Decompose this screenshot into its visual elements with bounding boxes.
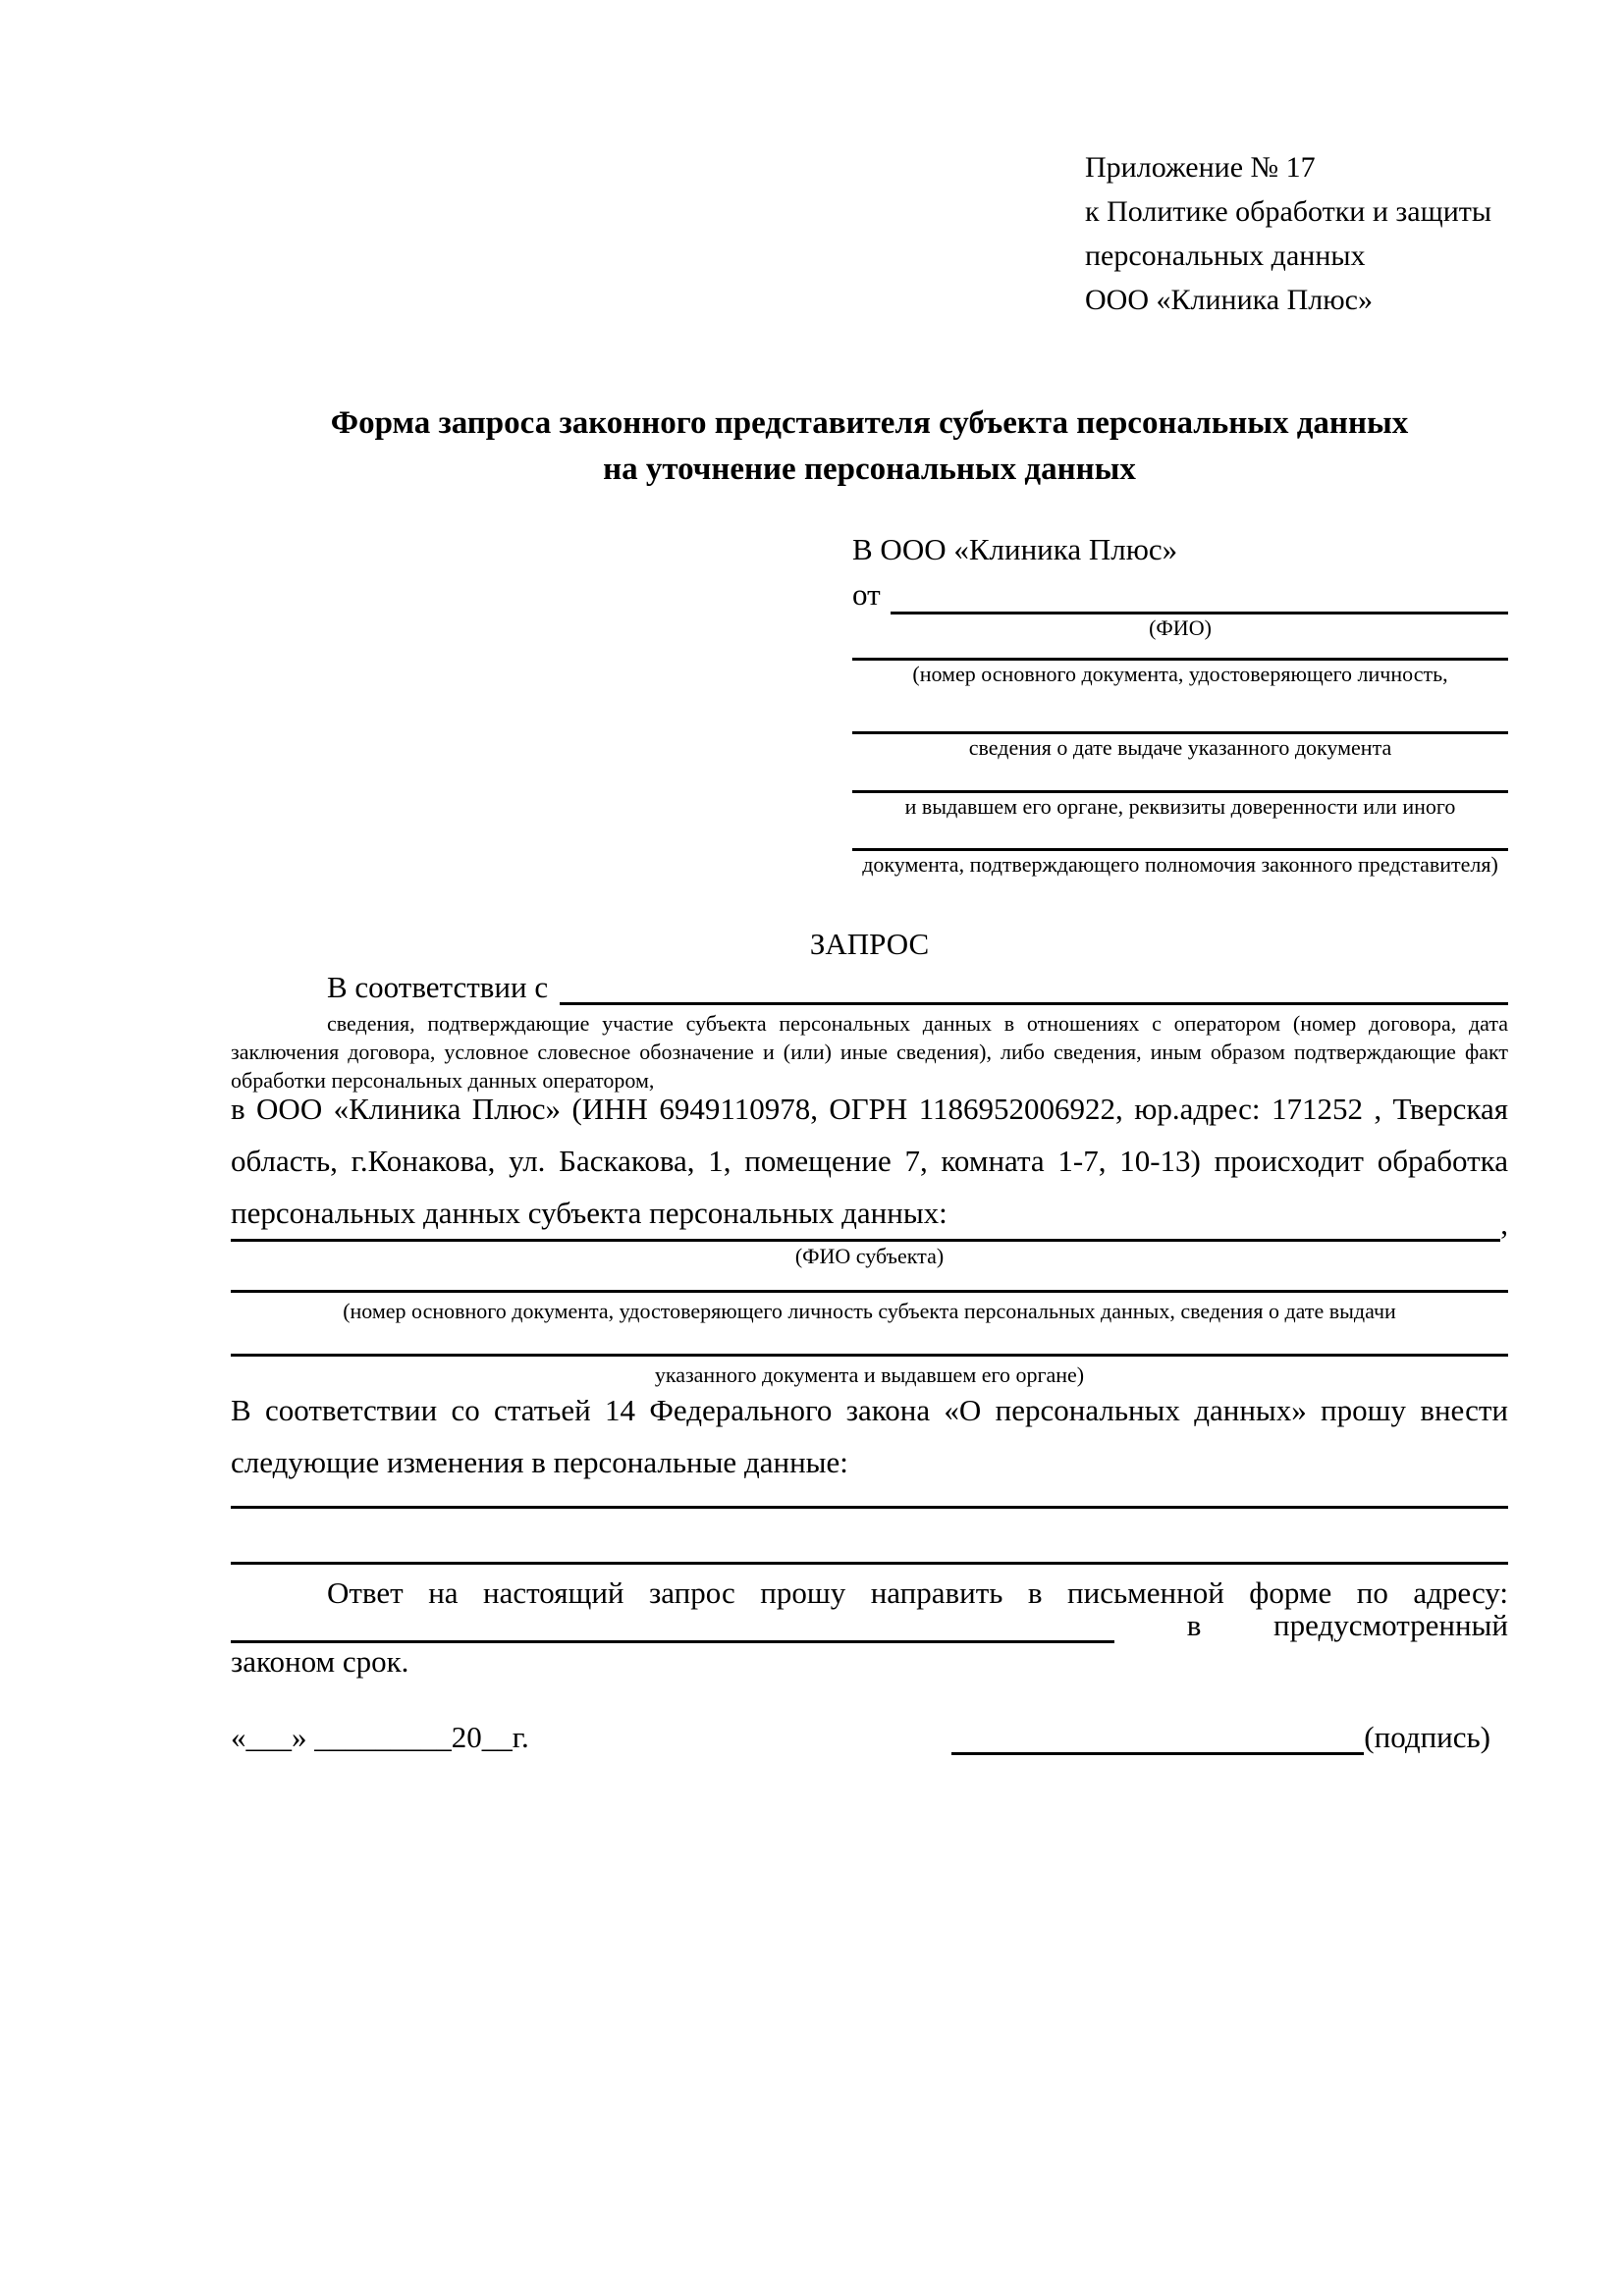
representative-doc-caption-3: и выдавшем его органе, реквизиты доверенности или иного bbox=[904, 794, 1456, 819]
changes-blank-line-2 bbox=[231, 1562, 1508, 1565]
footer-row bbox=[231, 1712, 1508, 1755]
representative-doc-caption-2: сведения о дате выдаче указанного документа bbox=[968, 735, 1392, 760]
trailing-comma: , bbox=[1500, 1206, 1508, 1241]
response-address-blank-line bbox=[231, 1607, 1114, 1643]
date-line: «___» _________20__г. bbox=[231, 1720, 529, 1754]
signature-caption: (подпись) bbox=[1364, 1720, 1490, 1754]
representative-doc-group-4 bbox=[852, 821, 1508, 879]
representative-doc-caption-1: (номер основного документа, удостоверяющего личность, bbox=[912, 662, 1448, 686]
appendix-policy-line: к Политике обработки и защиты bbox=[1085, 195, 1492, 228]
request-heading: ЗАПРОС bbox=[809, 927, 930, 961]
addressee-block bbox=[852, 530, 1508, 879]
representative-doc-group-2 bbox=[852, 688, 1508, 762]
document-title-line1: Форма запроса законного представителя субъекта персональных данных bbox=[330, 405, 1409, 441]
accordance-row bbox=[231, 970, 1508, 1005]
representative-doc-blank-line-4 bbox=[852, 821, 1508, 851]
appendix-organization: ООО «Клиника Плюс» bbox=[1085, 284, 1373, 316]
law-term-line: законом срок. bbox=[231, 1644, 409, 1679]
response-paragraph: Ответ на настоящий запрос прошу направить в письменной форме по адресу: bbox=[327, 1575, 1508, 1610]
document-title bbox=[231, 400, 1508, 493]
subject-fio-caption: (ФИО субъекта) bbox=[794, 1244, 945, 1268]
document-title-line2: на уточнение персональных данных bbox=[603, 452, 1136, 487]
representative-doc-caption-4: документа, подтверждающего полномочия законного представителя) bbox=[862, 852, 1498, 877]
subject-doc-blank-line-1 bbox=[231, 1290, 1508, 1293]
article-paragraph: В соответствии со статьей 14 Федерального закона «О персональных данных» прошу внести следующие изменения в персональные данные: bbox=[231, 1393, 1508, 1479]
representative-doc-blank-line-3 bbox=[852, 762, 1508, 793]
response-tail-word-2: предусмотренный bbox=[1273, 1608, 1508, 1642]
operator-paragraph: в ООО «Клиника Плюс» (ИНН 6949110978, ОГРН 1186952006922, юр.адрес: 171252 , Тверская область, г.Конакова, ул. Баскакова, 1, помещение 7, комната 1-7, 10-13) происходит обработка персональных данных субъекта персональных данных: bbox=[231, 1092, 1508, 1230]
appendix-number: Приложение № 17 bbox=[1085, 151, 1316, 184]
accordance-note: сведения, подтверждающие участие субъекта персональных данных в отношениях с оператором (номер договора, дата заключения договора, условное словесное обозначение и (или) иные сведения), либо сведения, иным образом подтверждающие факт обработки персональных данных оператором, bbox=[231, 1011, 1508, 1093]
accordance-label: В соответствии с bbox=[327, 970, 549, 1004]
subject-fio-blank-line bbox=[231, 1203, 1500, 1242]
representative-doc-group-1 bbox=[852, 642, 1508, 688]
changes-blank-line-1 bbox=[231, 1506, 1508, 1509]
from-row bbox=[852, 575, 1508, 614]
response-address-row bbox=[231, 1604, 1508, 1643]
subject-doc-caption-1: (номер основного документа, удостоверяющего личность субъекта персональных данных, сведения о дате выдачи bbox=[343, 1299, 1396, 1323]
appendix-policy-line2: персональных данных bbox=[1085, 240, 1366, 272]
subject-doc-blank-line-2 bbox=[231, 1354, 1508, 1357]
accordance-blank-line bbox=[560, 973, 1508, 1005]
subject-doc-caption-2: указанного документа и выдавшем его органе) bbox=[654, 1362, 1085, 1387]
from-label: от bbox=[852, 577, 881, 612]
addressee-organization: В ООО «Клиника Плюс» bbox=[852, 532, 1178, 566]
subject-fio-row bbox=[231, 1203, 1508, 1242]
representative-doc-group-3 bbox=[852, 762, 1508, 821]
signature-group bbox=[951, 1715, 1490, 1755]
representative-doc-blank-line-1 bbox=[852, 642, 1508, 661]
representative-doc-blank-line-2 bbox=[852, 688, 1508, 734]
appendix-header bbox=[1085, 145, 1491, 322]
signature-blank-line bbox=[951, 1715, 1364, 1755]
response-tail-word-1: в bbox=[1186, 1608, 1202, 1642]
fio-caption: (ФИО) bbox=[1149, 615, 1212, 640]
representative-name-blank-line bbox=[891, 578, 1508, 614]
